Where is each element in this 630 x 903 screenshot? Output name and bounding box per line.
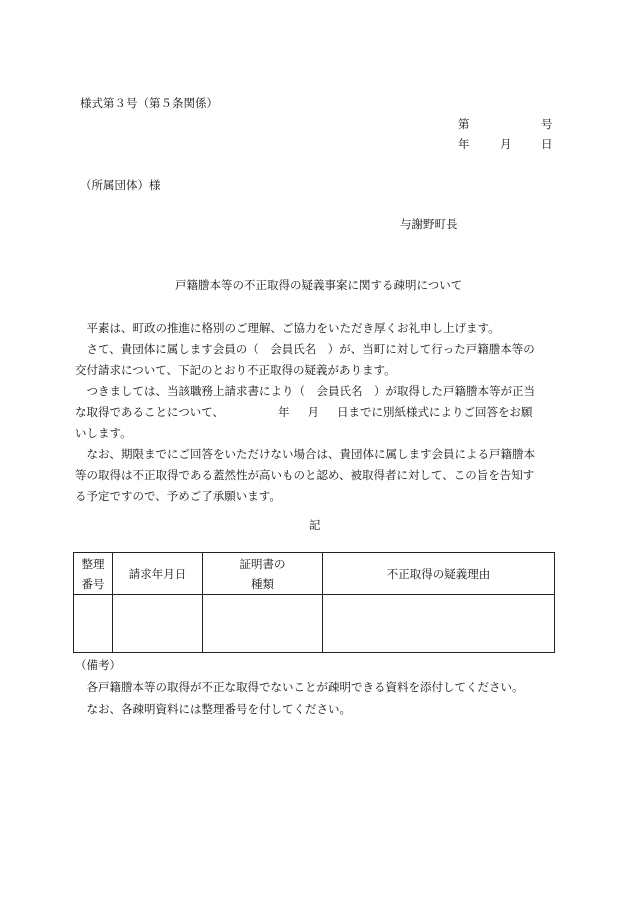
date-month: 月	[500, 137, 512, 151]
notes-line-1: 各戸籍謄本等の取得が不正な取得でないことが疎明できる資料を添付してください。	[86, 680, 524, 694]
body-paragraph-2-cont: 交付請求について、下記のとおり不正取得の疑義があります。	[75, 363, 396, 377]
addressee: （所属団体）様	[80, 178, 161, 192]
document-title: 戸籍謄本等の不正取得の疑義事案に関する疎明について	[175, 278, 463, 292]
body-paragraph-4-end: る予定ですので、予めご了承願います。	[75, 489, 281, 503]
sender: 与謝野町長	[400, 217, 458, 231]
body-paragraph-4-cont: 等の取得は不正取得である蓋然性が高いものと認め、被取得者に対して、この旨を告知す	[75, 468, 535, 482]
notes-line-2: なお、各疎明資料には整理番号を付してください。	[86, 702, 351, 716]
date-year: 年	[458, 137, 470, 151]
cell-certificate-type	[203, 595, 323, 653]
table-row	[74, 595, 555, 653]
cell-reason	[323, 595, 555, 653]
suspicion-table	[73, 552, 555, 653]
header-reason: 不正取得の疑義理由	[323, 553, 555, 595]
reference-prefix: 第	[458, 117, 470, 131]
ki-heading: 記	[309, 518, 321, 532]
notes-section	[75, 654, 524, 720]
body-paragraph-3-end: いします。	[75, 426, 132, 440]
body-paragraph-2: さて、貴団体に属します会員の（ 会員氏名 ）が、当町に対して行った戸籍謄本等の	[86, 342, 535, 356]
cell-request-date	[113, 595, 203, 653]
body-paragraph-1: 平素は、町政の推進に格別のご理解、ご協力をいただき厚くお礼申し上げます。	[86, 321, 500, 335]
cell-number	[74, 595, 113, 653]
body-paragraph-3: つきましては、当該職務上請求書により（ 会員氏名 ）が取得した戸籍謄本等が正当	[86, 384, 535, 398]
form-number: 様式第３号（第５条関係）	[80, 96, 218, 110]
header-certificate-type: 証明書の 種類	[203, 553, 323, 595]
date-day: 日	[541, 137, 553, 151]
body-paragraph-3-cont: な取得であることについて、 年 月 日までに別紙様式によりご回答をお願	[75, 405, 533, 419]
body-paragraph-4: なお、期限までにご回答をいただけない場合は、貴団体に属します会員による戸籍謄本	[86, 447, 535, 461]
table-header-row	[74, 553, 555, 595]
body-text	[75, 318, 557, 507]
header-number: 整理 番号	[74, 553, 113, 595]
header-request-date: 請求年月日	[113, 553, 203, 595]
reference-suffix: 号	[541, 117, 553, 131]
notes-heading: （備考）	[75, 658, 121, 672]
